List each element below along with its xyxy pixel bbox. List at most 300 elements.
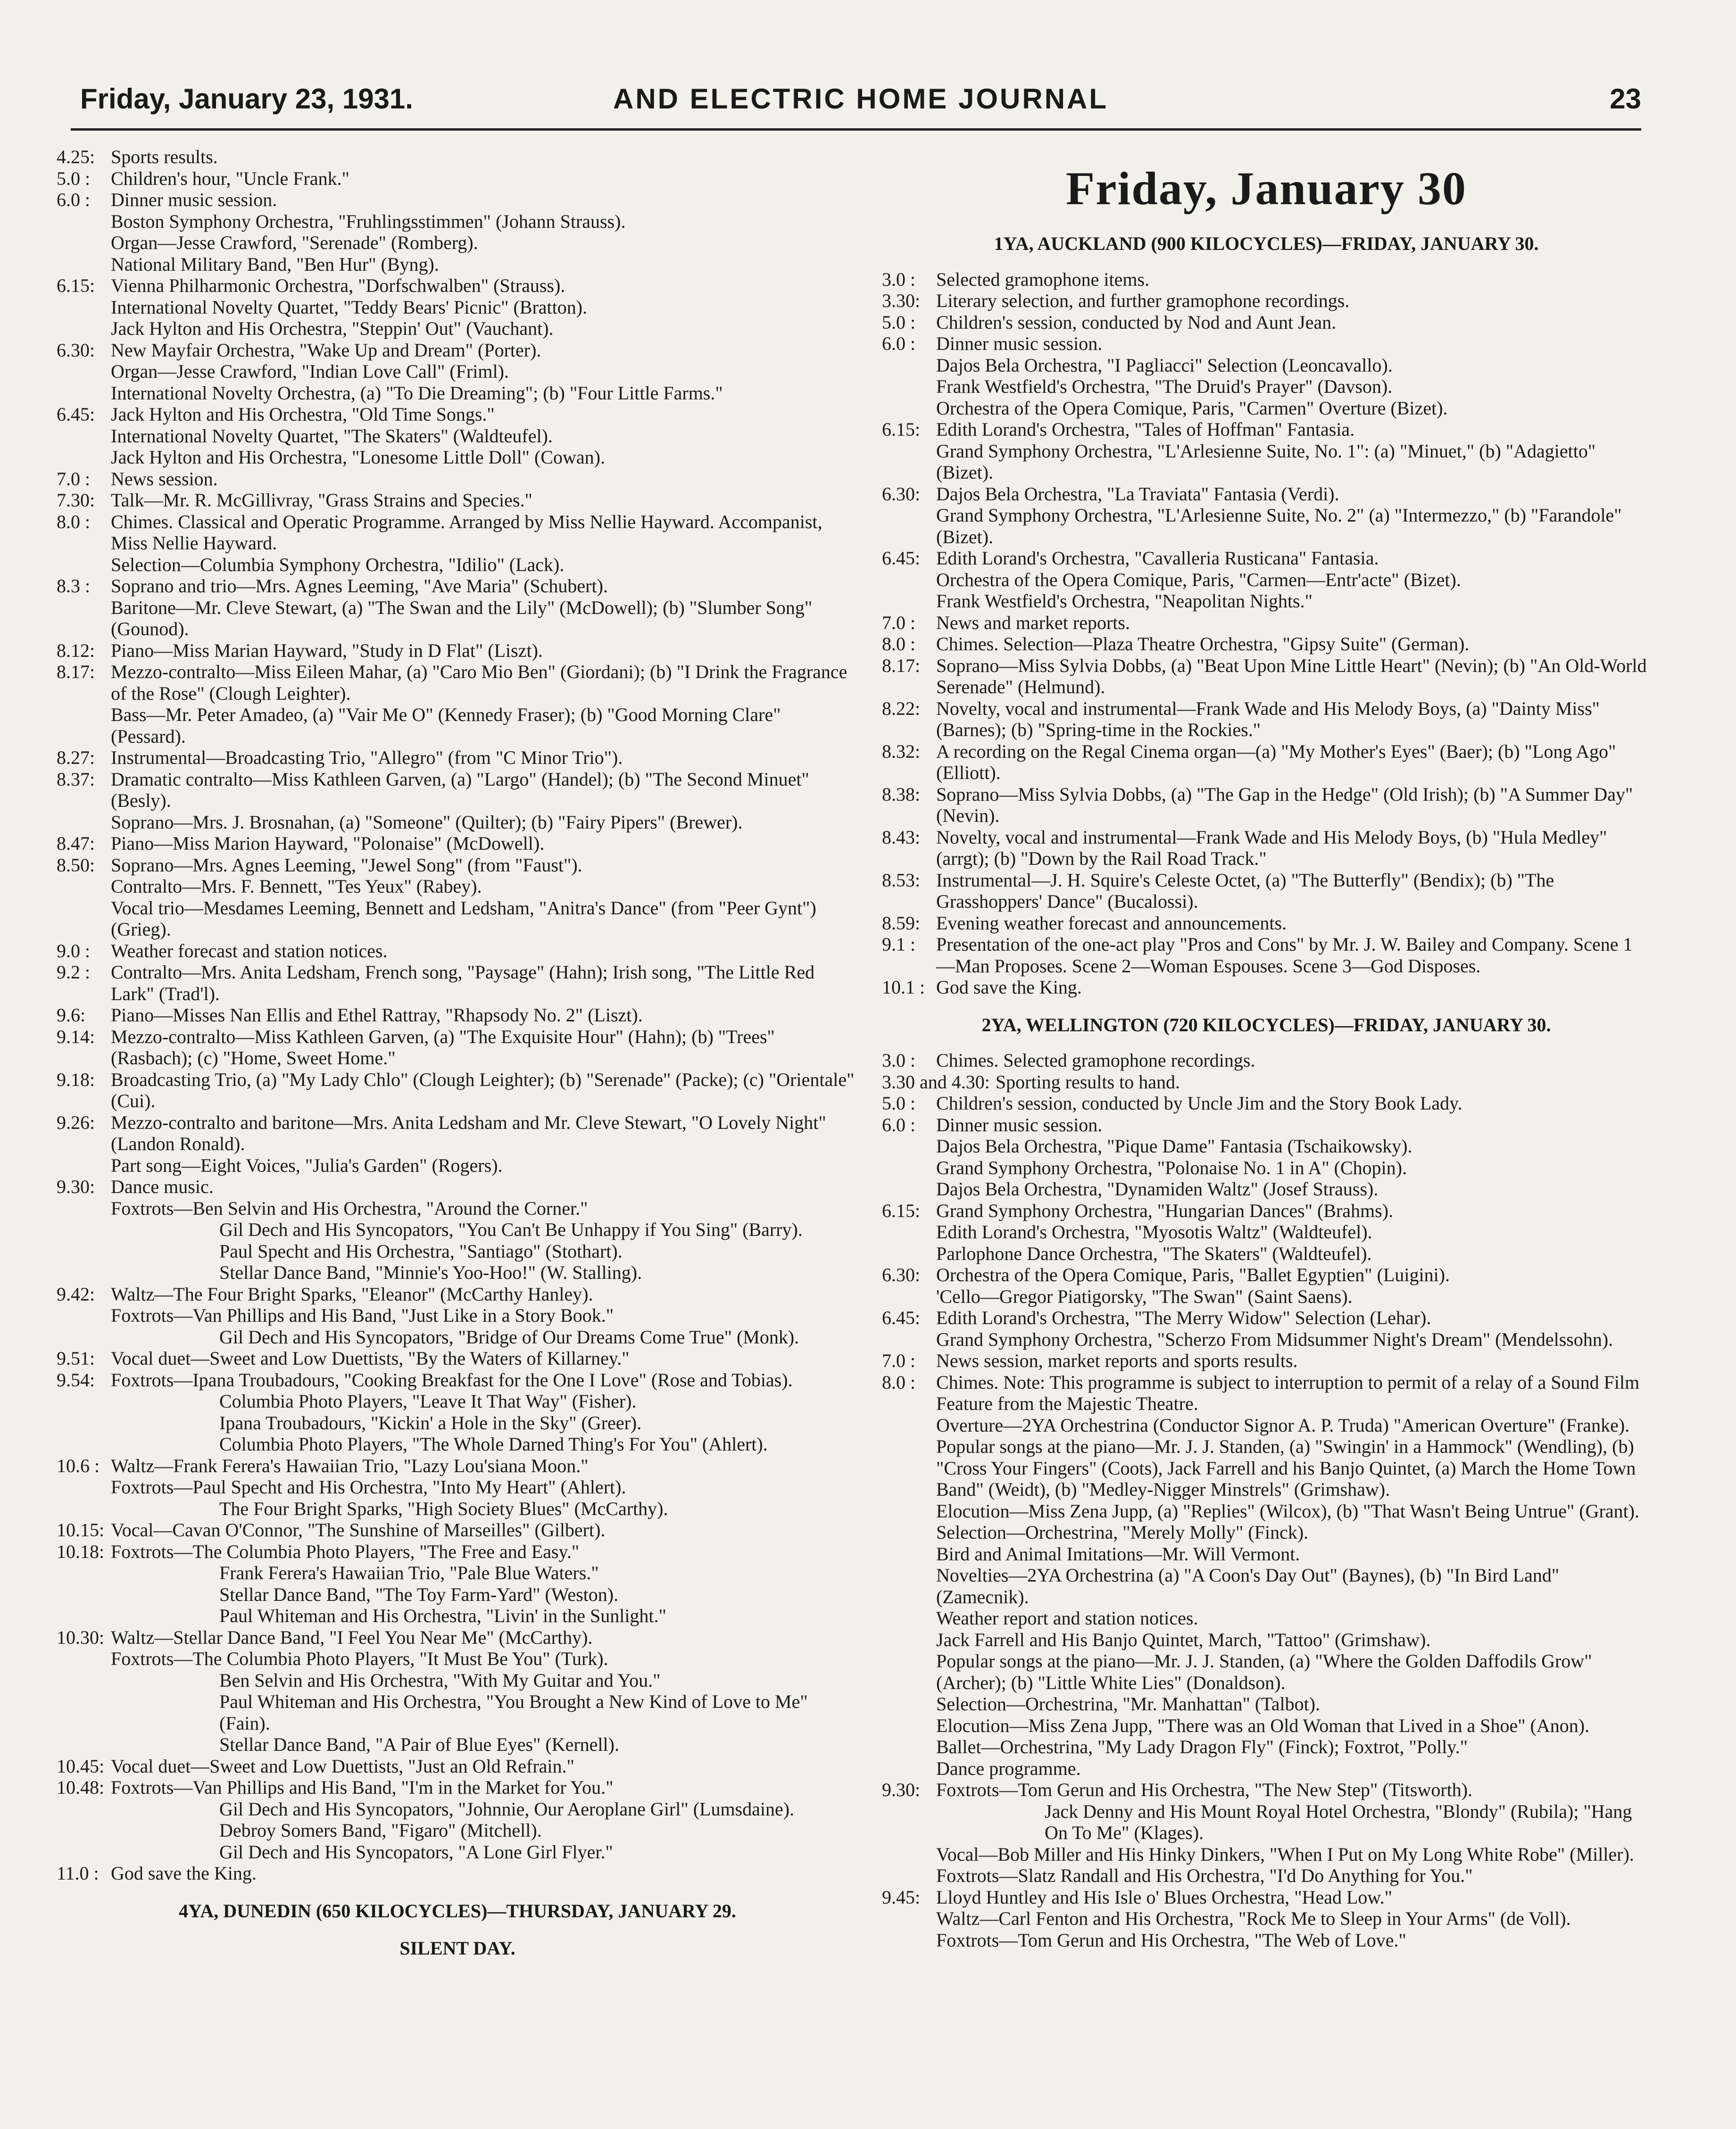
programme-entry [57, 661, 858, 704]
entry-time: 6.45: [57, 404, 95, 425]
entry-text: Gil Dech and His Syncopators, "Bridge of Our Dreams Come True" (Monk). [219, 1326, 799, 1348]
programme-entry [882, 633, 1651, 655]
entry-time [57, 704, 111, 747]
programme-entry [882, 1650, 1651, 1693]
programme-entry [882, 290, 1651, 312]
entry-time [882, 1415, 936, 1436]
entry-time [882, 1629, 936, 1651]
programme-entry [882, 333, 1651, 355]
entry-time [57, 1648, 111, 1670]
programme-entry [882, 1093, 1651, 1114]
programme-entry [57, 1605, 858, 1627]
programme-entry [57, 382, 858, 404]
entry-text: God save the King. [111, 1863, 257, 1884]
entry-time: 9.14: [57, 1026, 95, 1047]
header-rule [71, 128, 1641, 131]
programme-entry [57, 1648, 858, 1670]
entry-text: Boston Symphony Orchestra, "Fruhlingsstimmen" (Johann Strauss). [111, 210, 626, 232]
entry-time [57, 318, 111, 340]
entry-text: News session, market reports and sports results. [936, 1350, 1298, 1371]
entry-text: Jack Hylton and His Orchestra, "Lonesome Little Doll" (Cowan). [111, 447, 605, 468]
entry-text: Overture—2YA Orchestrina (Conductor Signor A. P. Truda) "American Overture" (Franke). [936, 1414, 1630, 1436]
programme-entry [882, 1565, 1651, 1607]
entry-time [882, 1865, 936, 1887]
entry-time: 9.1 : [882, 934, 916, 955]
entry-text: Dajos Bela Orchestra, "Dynamiden Waltz" (Josef Strauss). [936, 1178, 1379, 1200]
entry-text: Vienna Philharmonic Orchestra, "Dorfschwalben" (Strauss). [111, 275, 565, 296]
entry-text: Elocution—Miss Zena Jupp, "There was an Old Woman that Lived in a Shoe" (Anon). [936, 1715, 1590, 1736]
entry-time: 8.17: [57, 661, 95, 682]
programme-entry [57, 1455, 858, 1477]
entry-text: Sporting results to hand. [995, 1071, 1180, 1093]
entry-text: Foxtrots—Ben Selvin and His Orchestra, "Around the Corner." [111, 1197, 588, 1219]
entry-text: Dinner music session. [111, 189, 277, 210]
entry-text: Paul Whiteman and His Orchestra, "You Brought a New Kind of Love to Me" (Fain). [219, 1691, 808, 1734]
programme-entry [57, 211, 858, 232]
entry-text: Vocal trio—Mesdames Leeming, Bennett and Ledsham, "Anitra's Dance" (from "Peer Gynt") (Grieg). [111, 897, 816, 940]
programme-entry [57, 1433, 858, 1455]
entry-text: Piano—Miss Marian Hayward, "Study in D Flat" (Liszt). [111, 639, 543, 661]
entry-time: 10.1 : [882, 977, 925, 998]
entry-text: New Mayfair Orchestra, "Wake Up and Dream" (Porter). [111, 339, 541, 361]
programme-entry [57, 1541, 858, 1563]
entry-time: 5.0 : [57, 167, 91, 189]
entry-text: Selection—Orchestrina, "Merely Molly" (Finck). [936, 1522, 1309, 1543]
programme-entry [882, 698, 1651, 741]
programme-entry [882, 1543, 1651, 1565]
programme-entry [57, 468, 858, 490]
entry-text: Contralto—Mrs. F. Bennett, "Tes Yeux" (Rabey). [111, 876, 482, 897]
programme-entry [57, 1670, 858, 1691]
entry-text: Orchestra of the Opera Comique, Paris, "Ballet Egyptien" (Luigini). [936, 1264, 1450, 1285]
programme-entry [57, 1798, 858, 1820]
entry-time [57, 1412, 111, 1434]
entry-text: Contralto—Mrs. Anita Ledsham, French song, "Paysage" (Hahn); Irish song, "The Little Red Lark" (Trad'l). [111, 961, 815, 1004]
programme-entry [882, 1178, 1651, 1200]
entry-text: Foxtrots—Van Phillips and His Band, "Just Like in a Story Book." [111, 1305, 614, 1326]
entry-text: Children's session, conducted by Nod and Aunt Jean. [936, 311, 1337, 333]
entry-text: Foxtrots—The Columbia Photo Players, "The Free and Easy." [111, 1541, 580, 1562]
entry-text: Columbia Photo Players, "Leave It That Way" (Fisher). [219, 1391, 637, 1412]
programme-entry [882, 1307, 1651, 1329]
entry-time: 7.30: [57, 489, 95, 511]
entry-time: 7.0 : [882, 612, 916, 633]
entry-text: Baritone—Mr. Cleve Stewart, (a) "The Swan and the Lily" (McDowell); (b) "Slumber Song" (Gounod). [111, 596, 813, 639]
entry-text: Grand Symphony Orchestra, "Hungarian Dances" (Brahms). [936, 1200, 1394, 1221]
programme-entry [57, 232, 858, 254]
entry-time [57, 425, 111, 447]
entry-text: Chimes. Classical and Operatic Programme. Arranged by Miss Nellie Hayward. Accompanist, Miss Nellie Hayward. [111, 511, 822, 554]
programme-entry [882, 612, 1651, 634]
programme-entry [882, 505, 1651, 547]
entry-time [57, 1841, 111, 1863]
entry-time [882, 1650, 936, 1693]
programme-entry [882, 1500, 1651, 1522]
entry-time [57, 1155, 111, 1176]
entry-text: Novelty, vocal and instrumental—Frank Wade and His Melody Boys, (a) "Dainty Miss" (Barnes); (b) "Spring-time in the Rockies." [936, 697, 1600, 740]
programme-entry [882, 1693, 1651, 1715]
entry-time: 3.0 : [882, 268, 916, 290]
programme-entry [57, 404, 858, 425]
programme-entry [57, 1691, 858, 1734]
programme-entry [57, 854, 858, 876]
entry-text: Soprano—Miss Sylvia Dobbs, (a) "The Gap in the Hedge" (Old Irish); (b) "A Summer Day" (Nevin). [936, 783, 1633, 826]
entry-time: 8.3 : [57, 575, 91, 596]
programme-entry [57, 361, 858, 382]
entry-time: 8.22: [882, 697, 921, 719]
programme-entry [882, 1350, 1651, 1372]
entry-text: Instrumental—Broadcasting Trio, "Allegro" (from "C Minor Trio"). [111, 747, 623, 768]
entry-time [57, 1798, 111, 1820]
programme-entry [57, 1026, 858, 1069]
entry-text: Organ—Jesse Crawford, "Serenade" (Romberg). [111, 232, 478, 253]
entry-time: 6.0 : [882, 333, 916, 354]
entry-text: Broadcasting Trio, (a) "My Lady Chlo" (Clough Leighter); (b) "Serenade" (Packe); (c) "Orientale" (Cui). [111, 1069, 855, 1111]
entry-text: Dinner music session. [936, 333, 1103, 354]
entry-time [57, 382, 111, 404]
programme-entry [882, 1243, 1651, 1265]
programme-entry [57, 747, 858, 769]
programme-entry [882, 1801, 1651, 1844]
programme-entry [882, 977, 1651, 998]
entry-time: 8.38: [882, 783, 921, 805]
programme-entry [57, 961, 858, 1004]
issue-date: Friday, January 23, 1931. [80, 83, 413, 115]
page-number: 23 [1610, 83, 1641, 115]
programme-entry [882, 1715, 1651, 1737]
programme-entry [882, 440, 1651, 483]
entry-text: Stellar Dance Band, "A Pair of Blue Eyes" (Kernell). [219, 1734, 619, 1755]
entry-text: Mezzo-contralto—Miss Eileen Mahar, (a) "Caro Mio Ben" (Giordani); (b) "I Drink the Fragrance of the Rose" (Clough Leighter). [111, 661, 847, 704]
entry-text: Weather report and station notices. [936, 1607, 1198, 1629]
entry-text: Soprano—Mrs. Agnes Leeming, "Jewel Song" (from "Faust"). [111, 854, 582, 876]
entry-text: Selection—Orchestrina, "Mr. Manhattan" (Talbot). [936, 1693, 1321, 1715]
entry-text: Waltz—The Four Bright Sparks, "Eleanor" (McCarthy Hanley). [111, 1283, 593, 1305]
entry-text: Edith Lorand's Orchestra, "Myosotis Waltz" (Waldteufel). [936, 1221, 1372, 1243]
entry-text: Dramatic contralto—Miss Kathleen Garven, (a) "Largo" (Handel); (b) "The Second Minuet" (Besly). [111, 768, 809, 811]
entry-text: Children's session, conducted by Uncle Jim and the Story Book Lady. [936, 1093, 1462, 1114]
programme-entry [882, 1135, 1651, 1157]
entry-time [882, 1329, 936, 1350]
entry-time [57, 812, 111, 833]
programme-entry [57, 1112, 858, 1155]
entry-time [882, 1801, 936, 1844]
entry-text: Stellar Dance Band, "The Toy Farm-Yard" (Weston). [219, 1583, 619, 1605]
entry-time [57, 1605, 111, 1627]
page-header [71, 83, 1641, 134]
entry-text: Novelties—2YA Orchestrina (a) "A Coon's Day Out" (Baynes), (b) "In Bird Land" (Zamecnik). [936, 1565, 1560, 1607]
programme-entry [882, 419, 1651, 440]
entry-time: 9.18: [57, 1069, 95, 1090]
entry-time [882, 1715, 936, 1737]
entry-text: Foxtrots—Tom Gerun and His Orchestra, "The New Step" (Titsworth). [936, 1779, 1473, 1800]
entry-time [882, 1178, 936, 1200]
entry-time [882, 1286, 936, 1308]
programme-entry [882, 1779, 1651, 1801]
programme-entry [882, 1607, 1651, 1629]
programme-entry [882, 1286, 1651, 1308]
entry-time [57, 1670, 111, 1691]
programme-entry [57, 876, 858, 897]
entry-text: Paul Specht and His Orchestra, "Santiago" (Stothart). [219, 1240, 623, 1262]
entry-time: 9.30: [57, 1176, 95, 1197]
entry-time [57, 1219, 111, 1241]
entry-text: International Novelty Orchestra, (a) "To Die Dreaming"; (b) "Four Little Farms." [111, 382, 723, 404]
programme-entry [57, 1734, 858, 1756]
programme-entry [882, 870, 1651, 912]
entry-text: Foxtrots—Van Phillips and His Band, "I'm in the Market for You." [111, 1777, 614, 1798]
programme-entry [882, 827, 1651, 870]
programme-entry [57, 769, 858, 812]
programme-entry [57, 489, 858, 511]
entry-text: Grand Symphony Orchestra, "L'Arlesienne Suite, No. 2" (a) "Intermezzo," (b) "Farandole" (Bizet). [936, 505, 1622, 547]
programme-entry [882, 1758, 1651, 1780]
entry-text: Edith Lorand's Orchestra, "The Merry Widow" Selection (Lehar). [936, 1307, 1431, 1328]
entry-time: 6.30: [882, 483, 921, 505]
programme-entry [882, 1865, 1651, 1887]
programme-entry [882, 483, 1651, 505]
entry-time [57, 1198, 111, 1219]
entry-text: Organ—Jesse Crawford, "Indian Love Call" (Friml). [111, 361, 509, 382]
programme-entry [57, 297, 858, 318]
programme-entry [57, 1584, 858, 1606]
entry-text: Dajos Bela Orchestra, "Pique Dame" Fantasia (Tschaikowsky). [936, 1135, 1412, 1157]
entry-text: Orchestra of the Opera Comique, Paris, "Carmen" Overture (Bizet). [936, 397, 1448, 419]
entry-text: Gil Dech and His Syncopators, "A Lone Girl Flyer." [219, 1841, 613, 1863]
entry-text: Ben Selvin and His Orchestra, "With My Guitar and You." [219, 1669, 661, 1691]
entry-time [57, 361, 111, 382]
entry-time: 6.15: [57, 275, 95, 296]
entry-text: Piano—Misses Nan Ellis and Ethel Rattray, "Rhapsody No. 2" (Liszt). [111, 1004, 643, 1026]
entry-time: 9.6: [57, 1004, 86, 1026]
entry-text: Bird and Animal Imitations—Mr. Will Vermont. [936, 1543, 1300, 1565]
programme-entry [57, 254, 858, 275]
programme-entry [882, 912, 1651, 934]
entry-text: Presentation of the one-act play "Pros and Cons" by Mr. J. W. Bailey and Company. Scene 1—Man Proposes. Scene 2—Woman Espouses. Scene 3—God Disposes. [936, 934, 1633, 977]
entry-text: Chimes. Selection—Plaza Theatre Orchestra, "Gipsy Suite" (German). [936, 633, 1470, 654]
programme-entry [57, 425, 858, 447]
programme-entry [57, 940, 858, 962]
entry-text: International Novelty Quartet, "Teddy Bears' Picnic" (Bratton). [111, 296, 588, 318]
entry-text: Instrumental—J. H. Squire's Celeste Octet, (a) "The Butterfly" (Bendix); (b) "The Grasshoppers' Dance" (Bucalossi). [936, 869, 1554, 912]
entry-time [57, 1326, 111, 1348]
entry-text: Dance programme. [936, 1757, 1081, 1779]
programme-entry [57, 1777, 858, 1798]
entry-time [57, 232, 111, 254]
entry-time [57, 1820, 111, 1841]
entry-time [882, 1157, 936, 1179]
programme-entry [57, 1476, 858, 1498]
entry-time [882, 376, 936, 398]
programme-entry [57, 1284, 858, 1305]
entry-time [57, 1241, 111, 1262]
programme-entry [57, 1198, 858, 1219]
programme-entry [882, 1200, 1651, 1222]
entry-text: Jack Hylton and His Orchestra, "Old Time Songs." [111, 404, 495, 425]
entry-text: Evening weather forecast and announcements. [936, 912, 1287, 934]
entry-text: Waltz—Carl Fenton and His Orchestra, "Rock Me to Sleep in Your Arms" (de Voll). [936, 1908, 1571, 1929]
entry-time: 9.51: [57, 1348, 95, 1369]
entry-text: Orchestra of the Opera Comique, Paris, "Carmen—Entr'acte" (Bizet). [936, 569, 1461, 590]
entry-time [57, 1734, 111, 1756]
programme-1ya [882, 269, 1651, 998]
entry-time [882, 1908, 936, 1930]
programme-2ya [882, 1050, 1651, 1951]
programme-entry [57, 1820, 858, 1841]
entry-time: 10.48: [57, 1777, 105, 1798]
left-column [57, 146, 858, 1973]
entry-time [57, 1562, 111, 1584]
entry-text: Piano—Miss Marion Hayward, "Polonaise" (McDowell). [111, 833, 545, 854]
entry-text: Frank Westfield's Orchestra, "Neapolitan Nights." [936, 590, 1312, 612]
entry-text: Debroy Somers Band, "Figaro" (Mitchell). [219, 1820, 542, 1841]
entry-text: Soprano and trio—Mrs. Agnes Leeming, "Ave Maria" (Schubert). [111, 575, 608, 596]
entry-text: Popular songs at the piano—Mr. J. J. Standen, (a) "Swingin' in a Hammock" (Wendling), (b) "Cross Your Fingers" (Coots), Jack Farrell and his Banjo Quintet, (a) March the Home Town Band" (Weidt), (b) "Medley-Nigger Minstrels" (Grimshaw). [936, 1436, 1636, 1500]
entry-time [57, 297, 111, 318]
programme-entry [882, 1436, 1651, 1500]
programme-entry [57, 318, 858, 340]
entry-time: 5.0 : [882, 311, 916, 333]
entry-text: Stellar Dance Band, "Minnie's Yoo-Hoo!" (W. Stalling). [219, 1262, 642, 1283]
entry-text: Paul Whiteman and His Orchestra, "Livin' in the Sunlight." [219, 1605, 666, 1626]
programme-entry [57, 704, 858, 747]
entry-time: 10.18: [57, 1541, 105, 1562]
programme-entry [882, 590, 1651, 612]
entry-time: 8.17: [882, 654, 921, 676]
entry-time [57, 554, 111, 576]
programme-entry [882, 376, 1651, 398]
entry-text: Jack Hylton and His Orchestra, "Steppin' Out" (Vauchant). [111, 318, 554, 339]
programme-entry [57, 275, 858, 297]
programme-entry [882, 1157, 1651, 1179]
entry-text: Selection—Columbia Symphony Orchestra, "Idilio" (Lack). [111, 554, 565, 575]
entry-time: 9.0 : [57, 940, 91, 961]
entry-time: 7.0 : [882, 1350, 916, 1371]
programme-entry [57, 1841, 858, 1863]
entry-time: 8.12: [57, 639, 95, 661]
programme-entry [57, 1519, 858, 1541]
entry-time: 9.42: [57, 1283, 95, 1305]
entry-text: Chimes. Note: This programme is subject to interruption to permit of a relay of a Sound Film Feature from the Majestic Theatre. [936, 1371, 1640, 1414]
entry-time [882, 1607, 936, 1629]
entry-time: 8.0 : [57, 511, 91, 532]
entry-time: 6.0 : [882, 1114, 916, 1135]
entry-text: Foxtrots—Ipana Troubadours, "Cooking Breakfast for the One I Love" (Rose and Tobias). [111, 1369, 793, 1391]
entry-time: 8.59: [882, 912, 921, 934]
programme-entry [57, 1241, 858, 1262]
programme-entry [57, 1756, 858, 1777]
programme-entry [57, 1305, 858, 1326]
entry-time: 6.30: [882, 1264, 921, 1285]
entry-text: Jack Denny and His Mount Royal Hotel Orchestra, "Blondy" (Rubila); "Hang On To Me" (Klages). [1045, 1800, 1632, 1843]
programme-entry [57, 1004, 858, 1026]
programme-entry [882, 1887, 1651, 1908]
entry-time [57, 1584, 111, 1606]
programme-entry [882, 398, 1651, 419]
entry-text: Vocal—Cavan O'Connor, "The Sunshine of Marseilles" (Gilbert). [111, 1519, 606, 1541]
entry-text: Dinner music session. [936, 1114, 1103, 1135]
programme-entry [57, 1326, 858, 1348]
entry-time: 9.2 : [57, 961, 91, 983]
entry-text: Dajos Bela Orchestra, "La Traviata" Fantasia (Verdi). [936, 483, 1339, 505]
programme-entry [57, 1219, 858, 1241]
entry-time: 6.15: [882, 419, 921, 440]
entry-time [882, 1736, 936, 1758]
entry-text: Columbia Photo Players, "The Whole Darned Thing's For You" (Ahlert). [219, 1433, 768, 1455]
entry-text: Ipana Troubadours, "Kickin' a Hole in the Sky" (Greer). [219, 1412, 642, 1433]
entry-text: Grand Symphony Orchestra, "L'Arlesienne Suite, No. 1": (a) "Minuet," (b) "Adagietto" (Bizet). [936, 440, 1596, 483]
programme-entry [57, 640, 858, 662]
entry-text: Edith Lorand's Orchestra, "Tales of Hoffman" Fantasia. [936, 419, 1355, 440]
programme-entry [882, 1844, 1651, 1865]
entry-text: Chimes. Selected gramophone recordings. [936, 1050, 1255, 1071]
programme-entry [57, 597, 858, 640]
programme-entry [57, 1863, 858, 1884]
entry-text: Soprano—Mrs. J. Brosnahan, (a) "Someone" (Quilter); (b) "Fairy Pipers" (Brewer). [111, 811, 743, 833]
entry-text: Foxtrots—Tom Gerun and His Orchestra, "The Web of Love." [936, 1929, 1406, 1951]
programme-entry [57, 1498, 858, 1520]
entry-text: Gil Dech and His Syncopators, "Johnnie, Our Aeroplane Girl" (Lumsdaine). [219, 1798, 795, 1820]
entry-text: Part song—Eight Voices, "Julia's Garden" (Rogers). [111, 1154, 503, 1176]
entry-time: 3.30 and 4.30: [882, 1071, 990, 1093]
entry-text: Children's hour, "Uncle Frank." [111, 167, 349, 189]
entry-text: The Four Bright Sparks, "High Society Blues" (McCarthy). [219, 1498, 668, 1519]
entry-text: Vocal—Bob Miller and His Hinky Dinkers, "When I Put on My Long White Robe" (Miller). [936, 1843, 1634, 1865]
entry-time [57, 876, 111, 897]
entry-time: 10.15: [57, 1519, 105, 1541]
programme-entry [882, 1221, 1651, 1243]
entry-time [882, 440, 936, 483]
entry-text: Selected gramophone items. [936, 268, 1150, 290]
programme-entry [57, 1369, 858, 1391]
programme-entry [882, 569, 1651, 591]
entry-time: 8.53: [882, 869, 921, 891]
entry-text: News session. [111, 468, 218, 489]
entry-time [882, 355, 936, 376]
entry-time: 8.37: [57, 768, 95, 790]
programme-entry [882, 1930, 1651, 1951]
entry-time [882, 1243, 936, 1265]
programme-entry [57, 1348, 858, 1369]
entry-time [57, 1391, 111, 1412]
programme-entry [57, 1562, 858, 1584]
entry-time: 8.27: [57, 747, 95, 768]
entry-time: 8.32: [882, 740, 921, 762]
entry-time [882, 1930, 936, 1951]
entry-time [57, 254, 111, 275]
entry-time [57, 597, 111, 640]
programme-entry [882, 1329, 1651, 1350]
programme-entry [57, 1176, 858, 1198]
entry-text: Bass—Mr. Peter Amadeo, (a) "Vair Me O" (Kennedy Fraser); (b) "Good Morning Clare" (Pessard). [111, 704, 781, 747]
programme-entry [882, 355, 1651, 376]
entry-time [57, 211, 111, 232]
entry-time [882, 1693, 936, 1715]
entry-time [57, 897, 111, 940]
programme-entry [882, 934, 1651, 977]
programme-entry [57, 1069, 858, 1112]
entry-time [882, 1758, 936, 1780]
entry-text: Elocution—Miss Zena Jupp, (a) "Replies" (Wilcox), (b) "That Wasn't Being Untrue" (Grant). [936, 1500, 1640, 1522]
entry-text: A recording on the Regal Cinema organ—(a) "My Mother's Eyes" (Baer); (b) "Long Ago" (Elliott). [936, 740, 1616, 783]
programme-entry [882, 1415, 1651, 1436]
programme-entry [57, 1412, 858, 1434]
programme-entry [57, 340, 858, 361]
programme-entry [57, 833, 858, 854]
programme-entry [882, 741, 1651, 784]
entry-text: Novelty, vocal and instrumental—Frank Wade and His Melody Boys, (b) "Hula Medley" (arrgt); (b) "Down by the Rail Road Track." [936, 826, 1607, 869]
entry-time: 6.45: [882, 547, 921, 569]
